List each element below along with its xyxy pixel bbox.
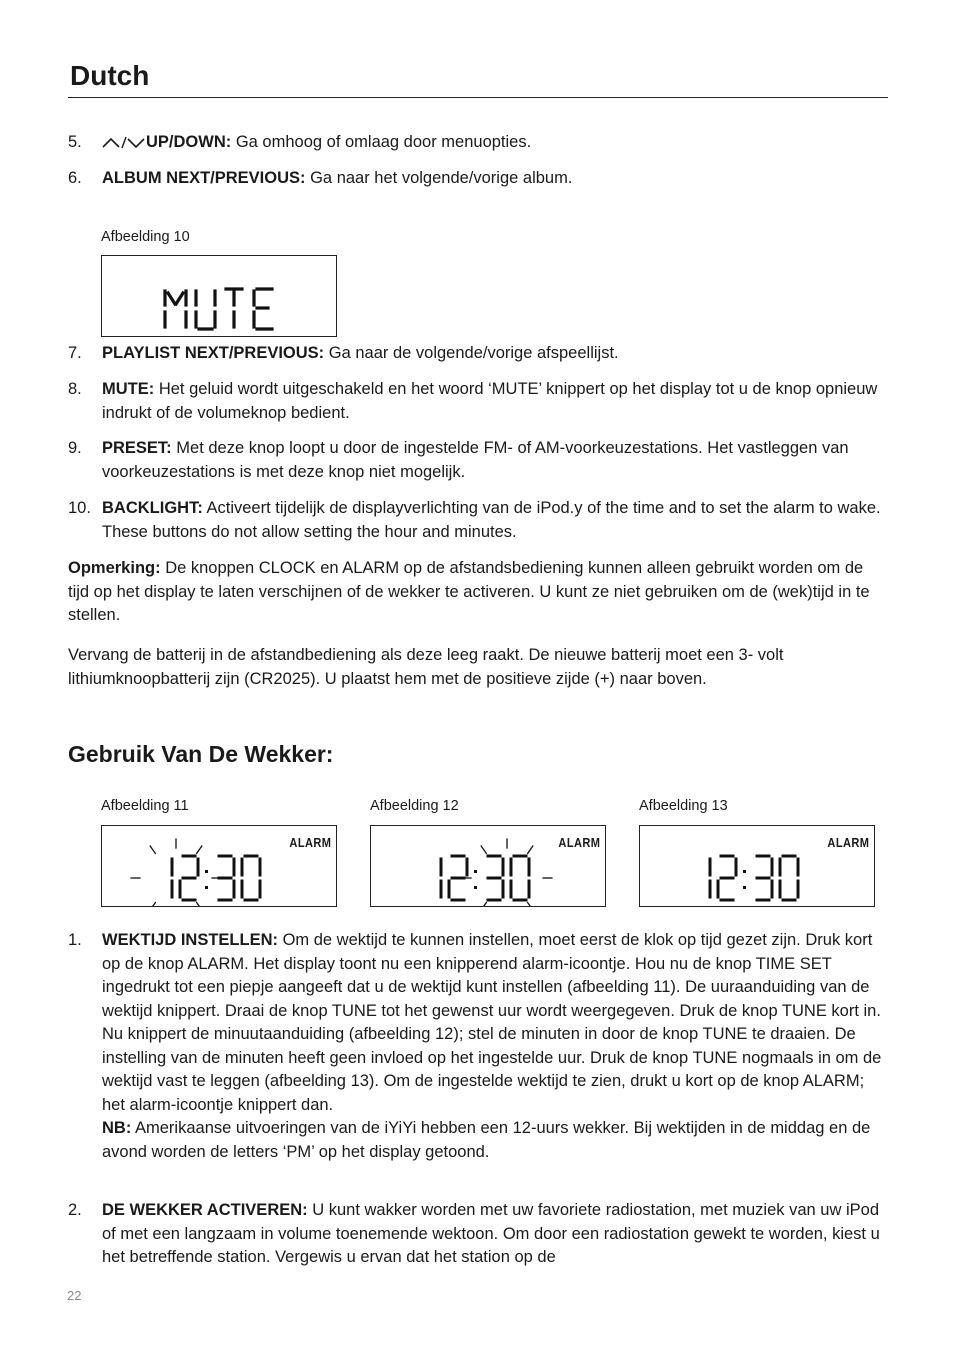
alarm-indicator: ALARM <box>557 835 600 850</box>
list-item <box>68 497 888 544</box>
list-item <box>68 131 888 158</box>
list-item <box>68 437 888 484</box>
item-number: 10. <box>68 499 91 517</box>
item-label: MUTE: <box>102 380 155 398</box>
item-number: 7. <box>68 344 82 362</box>
note-text: De knoppen CLOCK en ALARM op de afstandsbediening kunnen alleen gebruikt worden om de tijd op het display te laten verschijnen of de wekker te activeren. U kunt ze niet gebruiken om de (wek)tijd in te stellen. <box>68 559 870 624</box>
item-number: 5. <box>68 133 82 151</box>
note-paragraph <box>68 557 888 628</box>
item-label: ALBUM NEXT/PREVIOUS: <box>102 169 306 187</box>
item-label: PRESET: <box>102 439 172 457</box>
figure-caption: Afbeelding 11 <box>101 798 189 814</box>
item-label: PLAYLIST NEXT/PREVIOUS: <box>102 344 325 362</box>
note-label: Opmerking: <box>68 559 161 577</box>
item-text: Met deze knop loopt u door de ingestelde FM- of AM-voorkeuzestations. Het vastleggen van voorkeuzestations is met deze knop niet mogelijk. <box>102 439 849 481</box>
page-number: 22 <box>67 1288 82 1303</box>
up-down-icon <box>102 134 146 158</box>
list-item <box>68 1199 888 1270</box>
lcd-display-mute <box>101 255 337 337</box>
item-number: 6. <box>68 169 82 187</box>
item-number: 2. <box>68 1201 82 1219</box>
nb-text: Amerikaanse uitvoeringen van de iYiYi hebben een 12-uurs wekker. Bij wektijden in de middag en de avond worden de letters ‘PM’ op het display getoond. <box>102 1119 871 1161</box>
item-number: 8. <box>68 380 82 398</box>
lcd-display-alarm-minutes <box>370 825 606 907</box>
list-item <box>68 929 888 1164</box>
list-item <box>68 378 888 425</box>
figure-caption: Afbeelding 12 <box>370 798 459 814</box>
item-text: U kunt wakker worden met uw favoriete radiostation, met muziek van uw iPod of met een langzaam in volume toenemende wektoon. Om door een radiostation gewekt te worden, kiest u het betreffende station. Vergewis u ervan dat het station op de <box>102 1201 880 1266</box>
item-text: Ga naar de volgende/vorige afspeellijst. <box>324 344 619 362</box>
battery-paragraph: Vervang de batterij in de afstandbediening als deze leeg raakt. De nieuwe batterij moet een 3- volt lithiumknoopbatterij zijn (CR2025). U plaatst hem met de positieve zijde (+) naar boven. <box>68 646 784 688</box>
item-text: Activeert tijdelijk de displayverlichting van de iPod.y of the time and to set the alarm to wake. These buttons do not allow setting the hour and minutes. <box>102 499 881 541</box>
list-item <box>68 167 888 191</box>
item-label: UP/DOWN: <box>146 133 232 151</box>
figure-caption: Afbeelding 13 <box>639 798 728 814</box>
item-number: 1. <box>68 931 82 949</box>
nb-note <box>102 1117 888 1164</box>
title-divider <box>68 97 888 98</box>
figure-caption: Afbeelding 10 <box>101 229 190 245</box>
lcd-display-alarm-set <box>639 825 875 907</box>
list-item <box>68 342 888 366</box>
item-text: Het geluid wordt uitgeschakeld en het woord ‘MUTE’ knippert op het display tot u de knop opnieuw indrukt of de volumeknop bedient. <box>102 380 878 422</box>
alarm-indicator: ALARM <box>826 835 869 850</box>
mute-lcd-graphic <box>102 256 336 336</box>
item-number: 9. <box>68 439 82 457</box>
section-heading: Gebruik Van De Wekker: <box>68 741 334 767</box>
lcd-display-alarm-hours <box>101 825 337 907</box>
item-label: BACKLIGHT: <box>102 499 203 517</box>
item-text: Ga omhoog of omlaag door menuopties. <box>231 133 532 151</box>
item-label: DE WEKKER ACTIVEREN: <box>102 1201 308 1219</box>
item-text: Om de wektijd te kunnen instellen, moet eerst de klok op tijd gezet zijn. Druk kort op de knop ALARM. Het display toont nu een knipperend alarm-icoontje. Hou nu de knop TIME SET ingedrukt tot een piepje aangeeft dat u de wektijd kunt instellen (afbeelding 11). De uuraanduiding van de wektijd knippert. Draai de knop TUNE tot het gewenst uur wordt weergegeven. Druk de knop TUNE kort in. Nu knippert de minuutaanduiding (afbeelding 12); stel de minuten in door de knop TUNE te draaien. De instelling van de minuten heeft geen invloed op het ingestelde uur. Druk de knop TUNE nogmaals in om de wektijd vast te leggen (afbeelding 13). Om de ingestelde wektijd te zien, drukt u kort op de knop ALARM; het alarm-icoontje knippert dan. <box>102 931 882 1114</box>
item-label: WEKTIJD INSTELLEN: <box>102 931 278 949</box>
nb-label: NB: <box>102 1119 132 1137</box>
item-text: Ga naar het volgende/vorige album. <box>305 169 573 187</box>
page-title: Dutch <box>70 60 150 91</box>
alarm-indicator: ALARM <box>288 835 331 850</box>
